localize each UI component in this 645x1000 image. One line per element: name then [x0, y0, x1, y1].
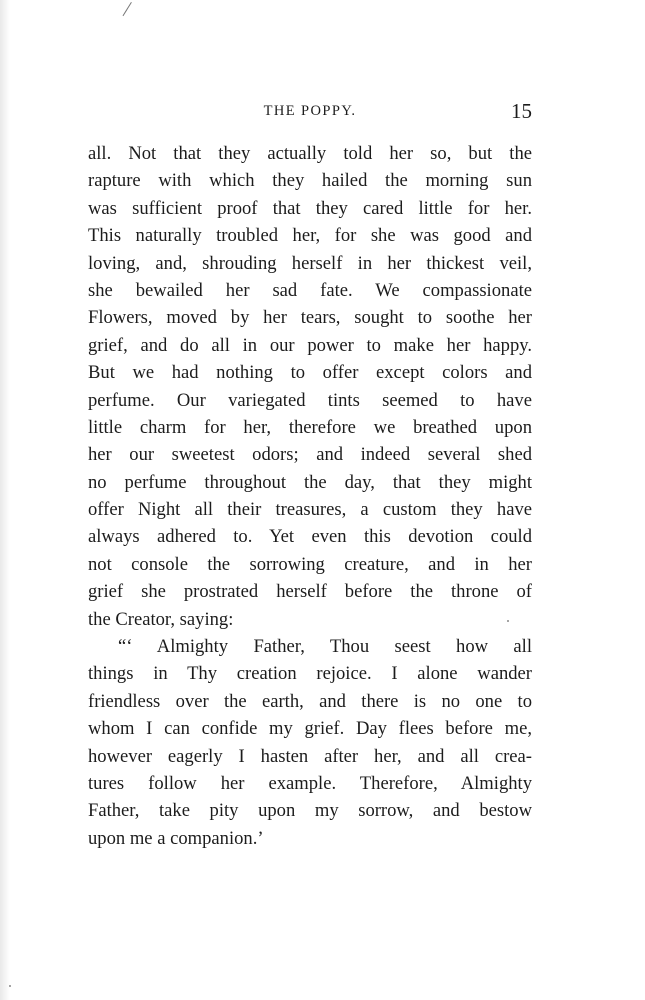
- text-line: friendless over the earth, and there is no one to: [88, 690, 532, 712]
- text-line: Flowers, moved by her tears, sought to soothe her: [88, 307, 532, 329]
- paper-speck: [507, 620, 509, 622]
- body-text: [88, 140, 532, 852]
- text-line: her our sweetest odors; and indeed several shed: [88, 444, 532, 466]
- text-line: offer Night all their treasures, a custom they have: [88, 499, 532, 521]
- text-line: But we had nothing to offer except colors and: [88, 362, 532, 384]
- text-line: grief she prostrated herself before the throne of: [88, 581, 532, 603]
- text-line: loving, and, shrouding herself in her thickest veil,: [88, 252, 532, 274]
- text-line: things in Thy creation rejoice. I alone wander: [88, 663, 532, 685]
- text-line: all. Not that they actually told her so, but the: [88, 143, 532, 164]
- text-line: whom I can confide my grief. Day flees before me,: [88, 718, 532, 740]
- text-line: “‘ Almighty Father, Thou seest how all: [118, 636, 532, 658]
- running-title: THE POPPY.: [263, 103, 357, 119]
- pencil-mark: [123, 2, 132, 16]
- text-line: always adhered to. Yet even this devotion could: [88, 526, 532, 548]
- text-line: little charm for her, therefore we breathed upon: [88, 416, 532, 438]
- text-line: Father, take pity upon my sorrow, and bestow: [88, 800, 532, 822]
- text-line: the Creator, saying:: [88, 608, 234, 630]
- text-line: upon me a companion.’: [88, 827, 264, 849]
- page-header: [88, 98, 532, 126]
- paper-speck: [9, 985, 11, 987]
- page-gutter-shadow: [0, 0, 10, 1000]
- text-line: rapture with which they hailed the morning sun: [88, 170, 532, 192]
- text-line: no perfume throughout the day, that they might: [88, 471, 532, 493]
- text-line: perfume. Our variegated tints seemed to have: [88, 389, 532, 411]
- text-line: not console the sorrowing creature, and in her: [88, 553, 532, 575]
- text-line: This naturally troubled her, for she was good and: [88, 225, 532, 247]
- text-line: tures follow her example. Therefore, Almighty: [88, 772, 532, 794]
- text-line: she bewailed her sad fate. We compassionate: [88, 279, 532, 301]
- text-line: grief, and do all in our power to make her happy.: [88, 334, 532, 356]
- text-line: however eagerly I hasten after her, and all crea-: [88, 745, 532, 767]
- text-line: was sufficient proof that they cared little for her.: [88, 197, 532, 219]
- page-number: 15: [511, 99, 532, 123]
